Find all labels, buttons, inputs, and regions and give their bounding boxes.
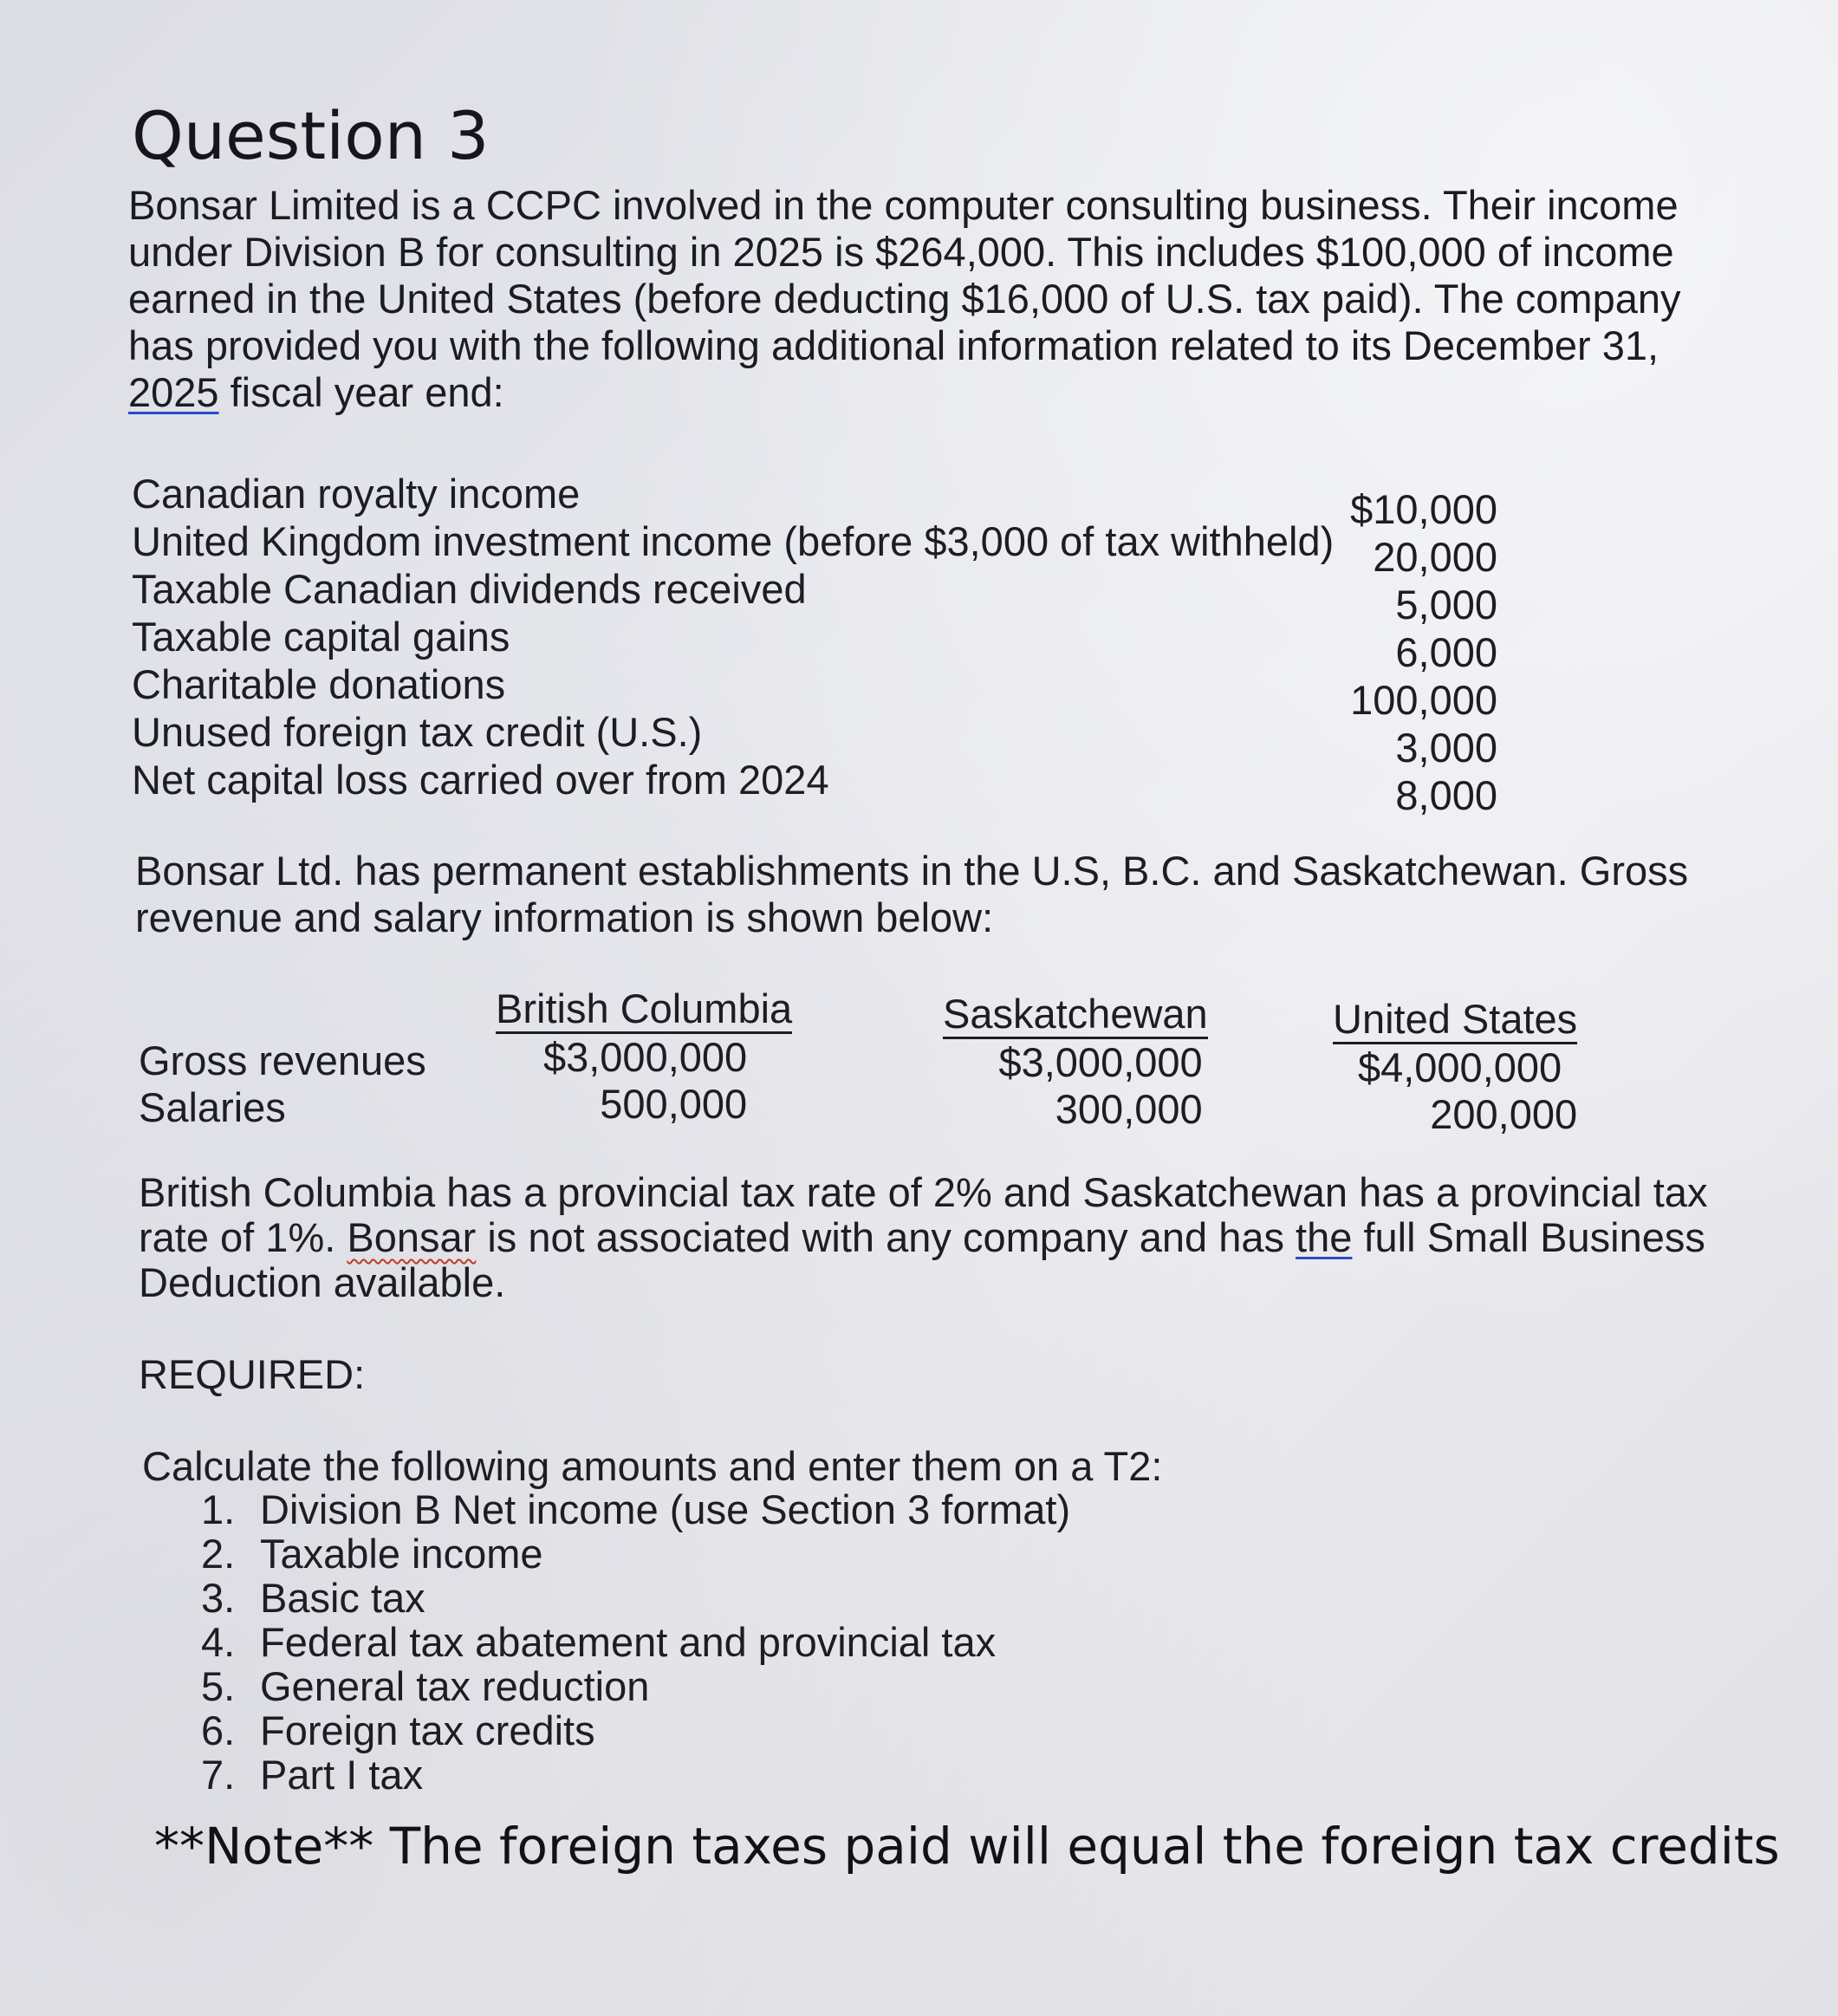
intro-paragraph: [128, 182, 1731, 416]
item-text: Federal tax abatement and provincial tax: [260, 1619, 997, 1665]
intro-line: under Division B for consulting in 2025 is $264,000. This includes $100,000 of income: [128, 229, 1674, 275]
establishments-line: Bonsar Ltd. has permanent establishments in the U.S, B.C. and Saskatchewan. Gross: [135, 848, 1689, 894]
info-value: 5,000: [1395, 582, 1497, 628]
salary-value: 300,000: [1055, 1086, 1203, 1132]
item-number: 5.: [201, 1663, 236, 1709]
item-number: 3.: [201, 1575, 236, 1621]
info-row: [132, 613, 1497, 675]
info-row: [132, 470, 1497, 532]
intro-line: has provided you with the following additional information related to its December 31,: [128, 322, 1659, 368]
intro-last-rest: fiscal year end:: [218, 369, 504, 415]
rates-text: full Small Business: [1352, 1214, 1705, 1260]
item-text: General tax reduction: [260, 1663, 650, 1709]
item-number: 7.: [201, 1752, 236, 1798]
rates-line: [139, 1215, 1733, 1260]
row-label-gross: Gross revenues: [139, 1037, 426, 1083]
revenue-salary-table: [139, 986, 1594, 1151]
column-header: Saskatchewan: [943, 992, 1208, 1039]
list-item: [201, 1664, 1070, 1708]
column-united-states: [1333, 997, 1577, 1138]
column-saskatchewan: [943, 992, 1208, 1133]
item-text: Part I tax: [260, 1752, 424, 1798]
item-number: 2.: [201, 1531, 236, 1577]
required-list: [201, 1487, 1070, 1797]
salary-value: 500,000: [600, 1081, 748, 1127]
item-number: 6.: [201, 1707, 236, 1753]
intro-line: earned in the United States (before deducting $16,000 of U.S. tax paid). The company: [128, 276, 1681, 322]
item-text: Foreign tax credits: [260, 1707, 595, 1753]
rates-line: Deduction available.: [139, 1259, 506, 1305]
tax-rates-paragraph: [139, 1170, 1733, 1305]
gross-value: $4,000,000: [1357, 1044, 1562, 1090]
rates-text: rate of 1%.: [139, 1214, 347, 1260]
info-label: Unused foreign tax credit (U.S.): [132, 709, 703, 755]
info-row: [132, 517, 1497, 580]
rates-line: British Columbia has a provincial tax rate of 2% and Saskatchewan has a provincial tax: [139, 1169, 1708, 1215]
info-label: Taxable capital gains: [132, 614, 510, 660]
intro-line-last: [128, 369, 1731, 416]
rates-text: is not associated with any company and has: [476, 1214, 1296, 1260]
item-number: 4.: [201, 1619, 236, 1665]
list-item: [201, 1620, 1070, 1664]
info-value: $10,000: [1350, 486, 1497, 532]
additional-info-list: [132, 470, 1497, 818]
row-label-salaries: Salaries: [139, 1084, 286, 1130]
column-british-columbia: [496, 986, 792, 1128]
info-value: 8,000: [1395, 772, 1497, 818]
info-row: [132, 708, 1497, 771]
info-row: [132, 565, 1497, 628]
info-value: 6,000: [1395, 629, 1497, 675]
required-heading: REQUIRED:: [139, 1351, 366, 1397]
gross-value: $3,000,000: [542, 1034, 748, 1080]
info-label: United Kingdom investment income (before $3,000 of tax withheld): [132, 518, 1335, 564]
column-header: British Columbia: [496, 986, 792, 1034]
question-title: Question 3: [132, 97, 490, 174]
list-item: [201, 1532, 1070, 1576]
list-item: [201, 1576, 1070, 1620]
intro-line: Bonsar Limited is a CCPC involved in the computer consulting business. Their income: [128, 182, 1679, 228]
info-label: Taxable Canadian dividends received: [132, 566, 807, 612]
item-text: Taxable income: [260, 1531, 543, 1577]
info-label: Canadian royalty income: [132, 471, 581, 517]
info-value: 100,000: [1350, 677, 1497, 723]
grammar-flag-word: the: [1296, 1214, 1353, 1260]
establishments-line: revenue and salary information is shown below:: [135, 894, 994, 940]
info-row: [132, 660, 1497, 723]
required-intro: Calculate the following amounts and enter them on a T2:: [142, 1443, 1163, 1489]
item-text: Division B Net income (use Section 3 format): [260, 1486, 1071, 1532]
establishments-paragraph: [135, 848, 1721, 941]
info-label: Charitable donations: [132, 661, 506, 707]
item-text: Basic tax: [260, 1575, 425, 1621]
column-header: United States: [1333, 997, 1577, 1044]
info-value: 20,000: [1373, 534, 1497, 580]
spellcheck-word: Bonsar: [347, 1214, 477, 1260]
info-value: 3,000: [1395, 725, 1497, 771]
list-item: [201, 1487, 1070, 1532]
info-label: Net capital loss carried over from 2024: [132, 757, 829, 803]
gross-value: $3,000,000: [998, 1039, 1203, 1085]
salary-value: 200,000: [1430, 1091, 1578, 1137]
info-row: [132, 756, 1497, 818]
list-item: [201, 1708, 1070, 1753]
year-underlined: 2025: [128, 369, 219, 415]
list-item: [201, 1753, 1070, 1797]
item-number: 1.: [201, 1486, 236, 1532]
note-text: **Note** The foreign taxes paid will equal the foreign tax credits: [154, 1817, 1780, 1876]
